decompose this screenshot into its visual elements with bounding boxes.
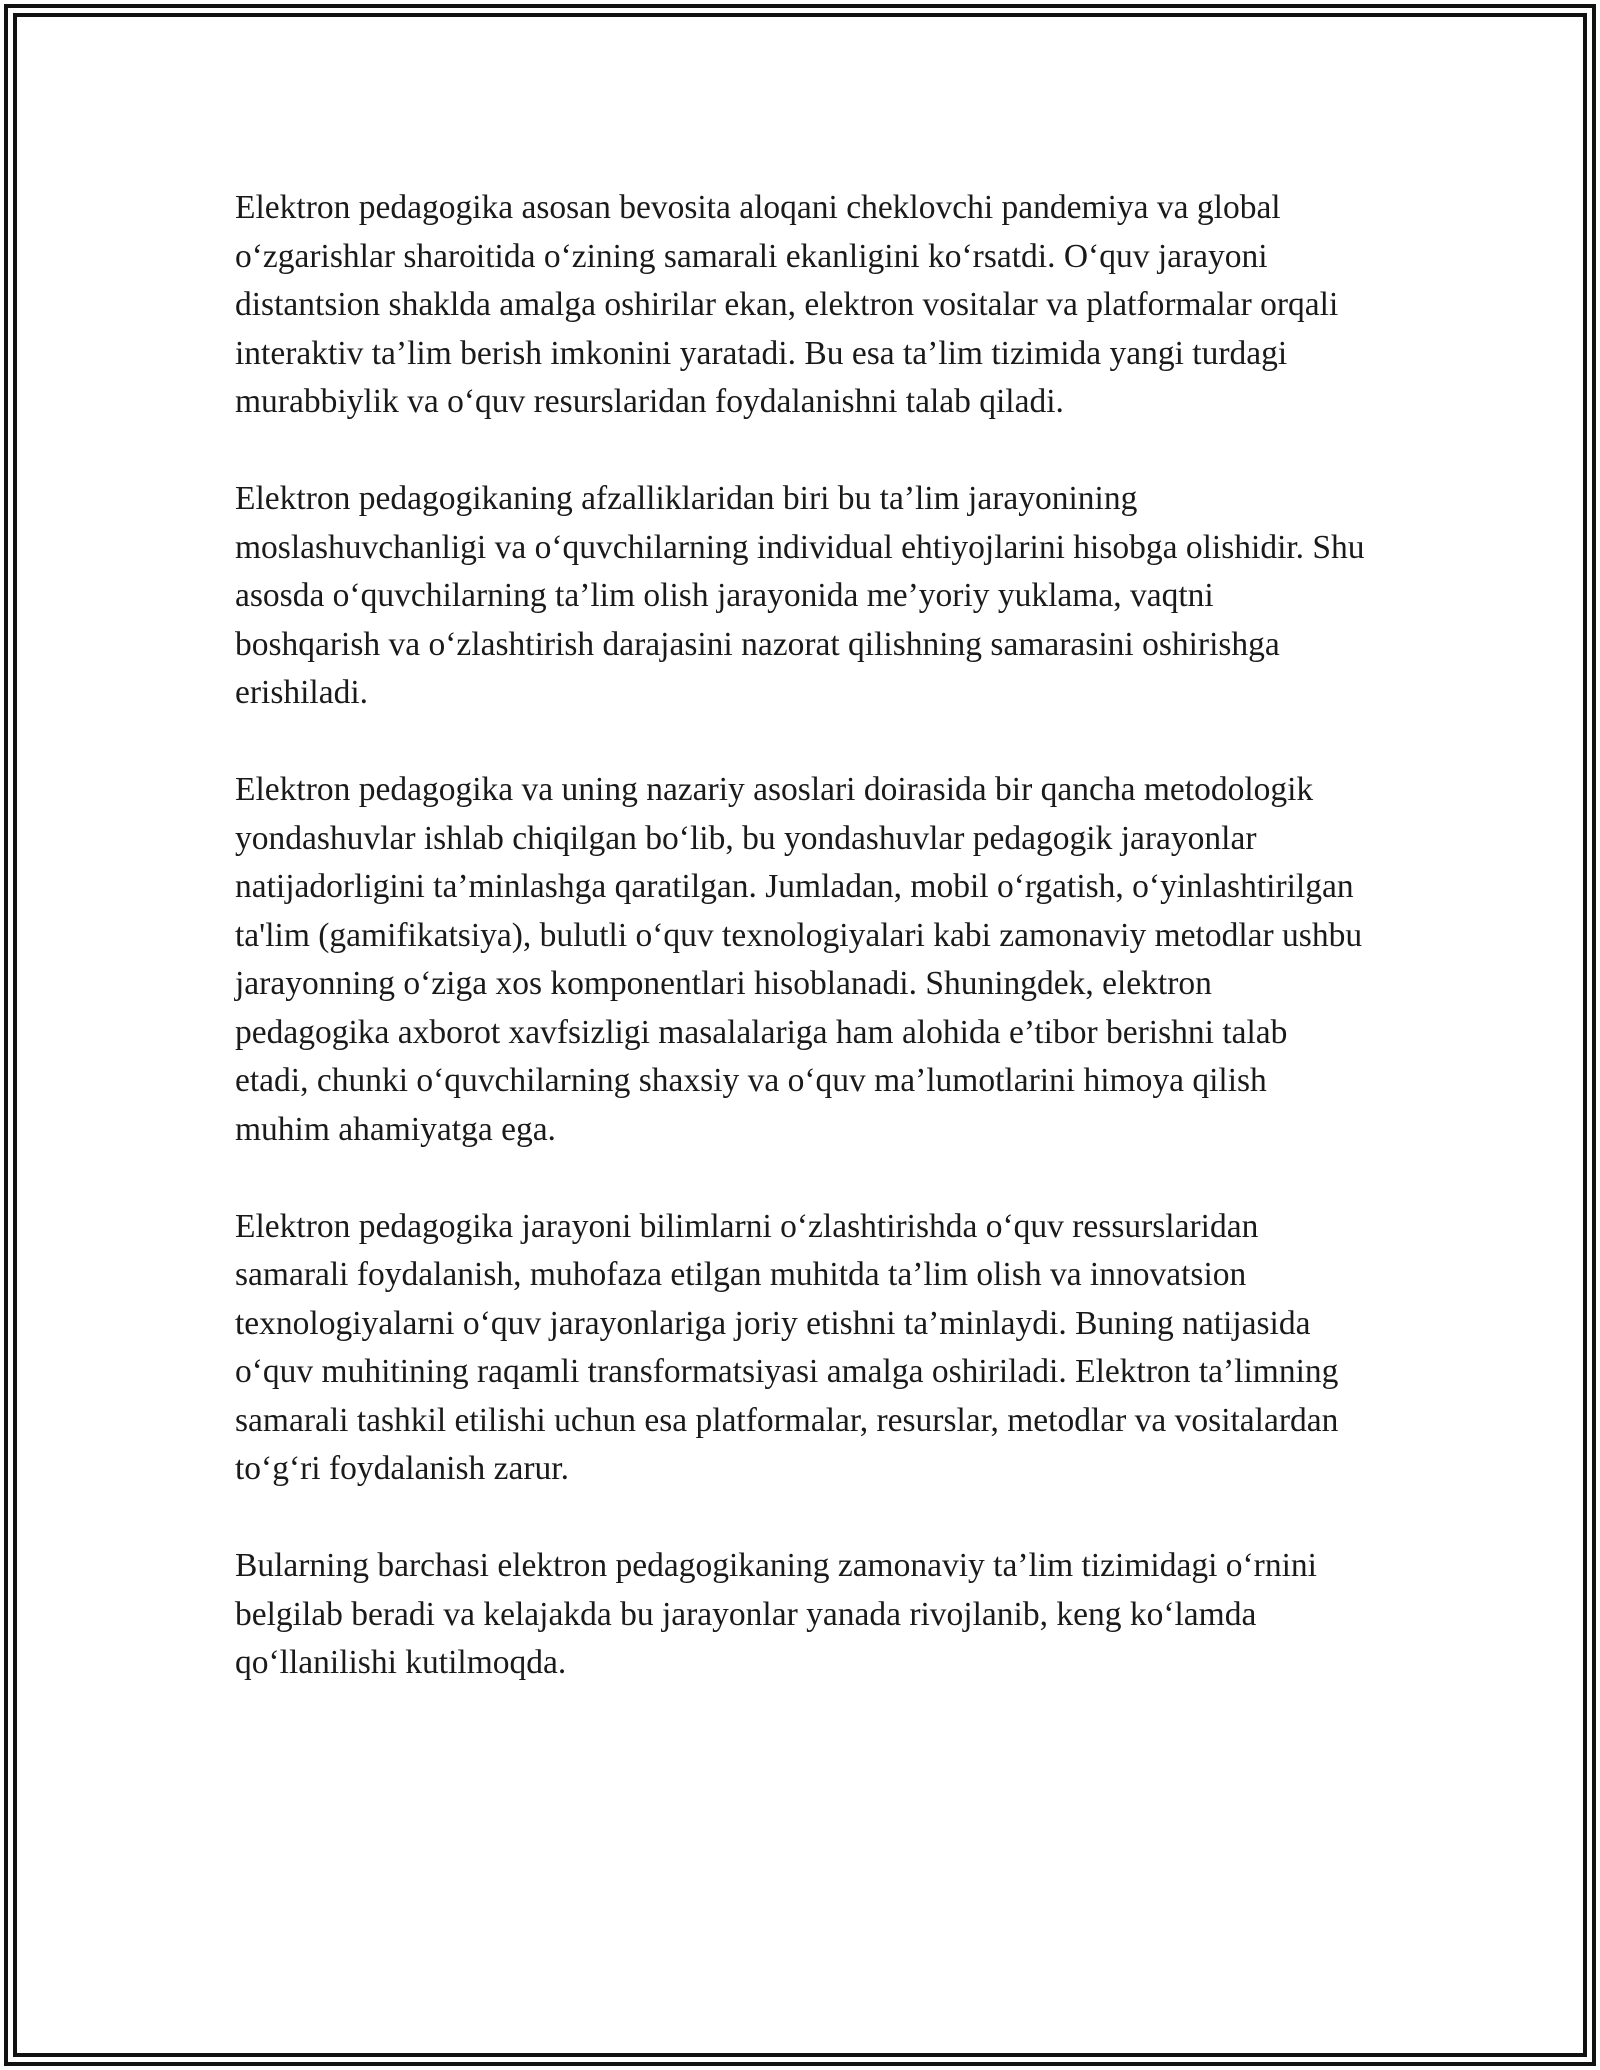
paragraph-1: Elektron pedagogika asosan bevosita aloqani cheklovchi pandemiya va global o‘zgarishlar sharoitida o‘zining samarali ekanligini ko‘rsatdi. O‘quv jarayoni distantsion shaklda amalga oshirilar ekan, elektron vositalar va platformalar orqali interaktiv ta’lim berish imkonini yaratadi. Bu esa ta’lim tizimida yangi turdagi murabbiylik va o‘quv resurslaridan foydalanishni talab qiladi.	[235, 189, 1339, 420]
document-body	[235, 184, 1365, 1736]
paragraph-3: Elektron pedagogika va uning nazariy asoslari doirasida bir qancha metodologik yondashuvlar ishlab chiqilgan bo‘lib, bu yondashuvlar pedagogik jarayonlar natijadorligini ta’minlashga qaratilgan. Jumladan, mobil o‘rgatish, o‘yinlashtirilgan ta'lim (gamifikatsiya), bulutli o‘quv texnologiyalari kabi zamonaviy metodlar ushbu jarayonning o‘ziga xos komponentlari hisoblanadi. Shuningdek, elektron pedagogika axborot xavfsizligi masalalariga ham alohida e’tibor berishni talab etadi, chunki o‘quvchilarning shaxsiy va o‘quv ma’lumotlarini himoya qilish muhim ahamiyatga ega.	[235, 771, 1363, 1148]
paragraph-4: Elektron pedagogika jarayoni bilimlarni o‘zlashtirishda o‘quv ressurslaridan samarali foydalanish, muhofaza etilgan muhitda ta’lim olish va innovatsion texnologiyalarni o‘quv jarayonlariga joriy etishni ta’minlaydi. Buning natijasida o‘quv muhitining raqamli transformatsiyasi amalga oshiriladi. Elektron ta’limning samarali tashkil etilishi uchun esa platformalar, resurslar, metodlar va vositalardan to‘g‘ri foydalanish zarur.	[235, 1207, 1339, 1487]
paragraph-5: Bularning barchasi elektron pedagogikaning zamonaviy ta’lim tizimidagi o‘rnini belgilab beradi va kelajakda bu jarayonlar yanada rivojlanib, keng ko‘lamda qo‘llanilishi kutilmoqda.	[235, 1547, 1317, 1681]
paragraph-2: Elektron pedagogikaning afzalliklaridan biri bu ta’lim jarayonining moslashuvchanligi va o‘quvchilarning individual ehtiyojlarini hisobga olishidir. Shu asosda o‘quvchilarning ta’lim olish jarayonida me’yoriy yuklama, vaqtni boshqarish va o‘zlashtirish darajasini nazorat qilishning samarasini oshirishga erishiladi.	[235, 480, 1365, 711]
